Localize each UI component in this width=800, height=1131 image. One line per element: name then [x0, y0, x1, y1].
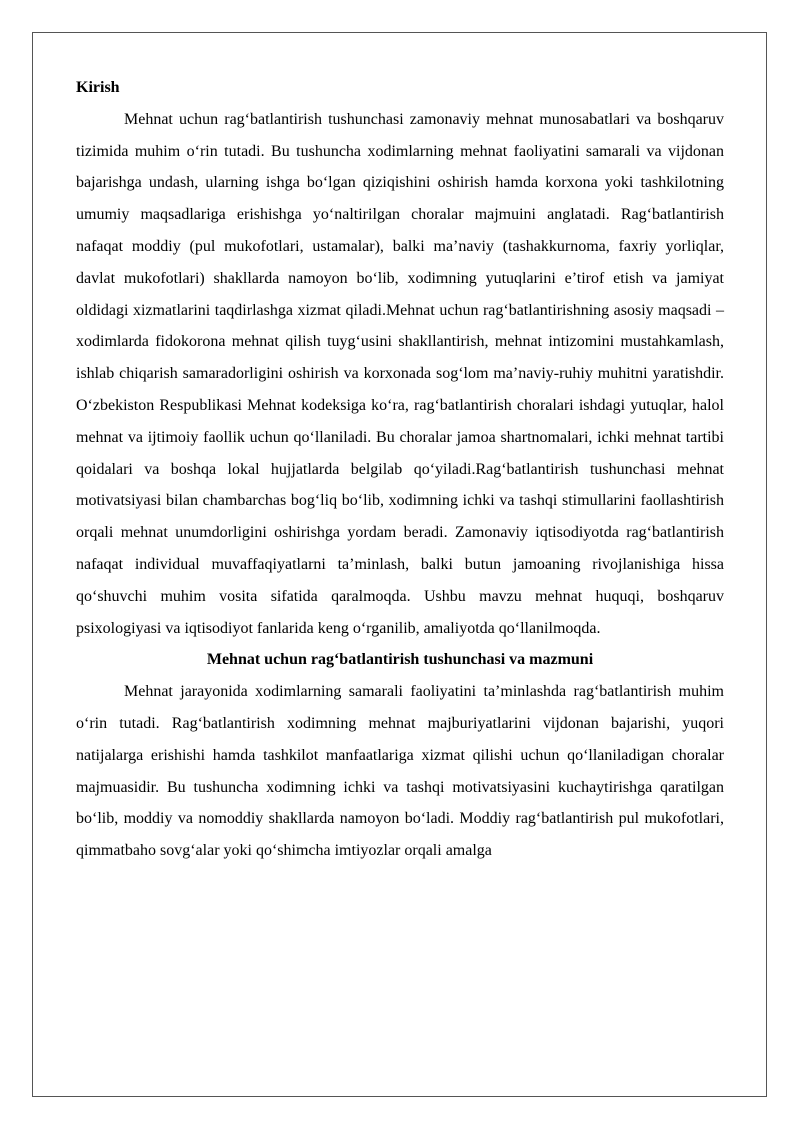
intro-heading: Kirish — [76, 79, 120, 96]
document-body — [76, 72, 724, 867]
intro-paragraph: Mehnat uchun rag‘batlantirish tushunchasi zamonaviy mehnat munosabatlari va boshqaruv tizimida muhim o‘rin tutadi. Bu tushuncha xodimlarning mehnat faoliyatini samarali va vijdonan bajarishga undash, ularning ishga bo‘lgan qiziqishini oshirish hamda korxona yoki tashkilotning umumiy maqsadlariga erishishga yo‘naltirilgan choralar majmuini anglatadi. Rag‘batlantirish nafaqat moddiy (pul mukofotlari, ustamalar), balki ma’naviy (tashakkurnoma, faxriy yorliqlar, davlat mukofotlari) shakllarda namoyon bo‘lib, xodimning yutuqlarini e’tirof etish va jamiyat oldidagi xizmatlarini taqdirlashga xizmat qiladi.Mehnat uchun rag‘batlantirishning asosiy maqsadi – xodimlarda fidokorona mehnat qilish tuyg‘usini shakllantirish, mehnat intizomini mustahkamlash, ishlab chiqarish samaradorligini oshirish va korxonada sog‘lom ma’naviy-ruhiy muhitni yaratishdir. O‘zbekiston Respublikasi Mehnat kodeksiga ko‘ra, rag‘batlantirish choralari ishdagi yutuqlar, halol mehnat va ijtimoiy faollik uchun qo‘llaniladi. Bu choralar jamoa shartnomalari, ichki mehnat tartibi qoidalari va boshqa lokal hujjatlarda belgilab qo‘yiladi.Rag‘batlantirish tushunchasi mehnat motivatsiyasi bilan chambarchas bog‘liq bo‘lib, xodimning ichki va tashqi stimullarini faollashtirish orqali mehnat unumdorligini oshirishga yordam beradi. Zamonaviy iqtisodiyotda rag‘batlantirish nafaqat individual muvaffaqiyatlarni ta’minlash, balki butun jamoaning rivojlanishiga hissa qo‘shuvchi muhim vosita sifatida qaralmoqda. Ushbu mavzu mehnat huquqi, boshqaruv psixologiyasi va iqtisodiyot fanlarida keng o‘rganilib, amaliyotda qo‘llanilmoqda. — [76, 110, 724, 637]
section-heading: Mehnat uchun rag‘batlantirish tushunchasi va mazmuni — [206, 651, 594, 669]
section-paragraph: Mehnat jarayonida xodimlarning samarali faoliyatini ta’minlashda rag‘batlantirish muhim o‘rin tutadi. Rag‘batlantirish xodimning mehnat majburiyatlarini vijdonan bajarishi, yuqori natijalarga erishishi hamda tashkilot manfaatlariga xizmat qilishi uchun qo‘llaniladigan choralar majmuasidir. Bu tushuncha xodimning ichki va tashqi motivatsiyasini kuchaytirishga qaratilgan bo‘lib, moddiy va nomoddiy shakllarda namoyon bo‘ladi. Moddiy rag‘batlantirish pul mukofotlari, qimmatbaho sovg‘alar yoki qo‘shimcha imtiyozlar orqali amalga — [76, 683, 724, 860]
